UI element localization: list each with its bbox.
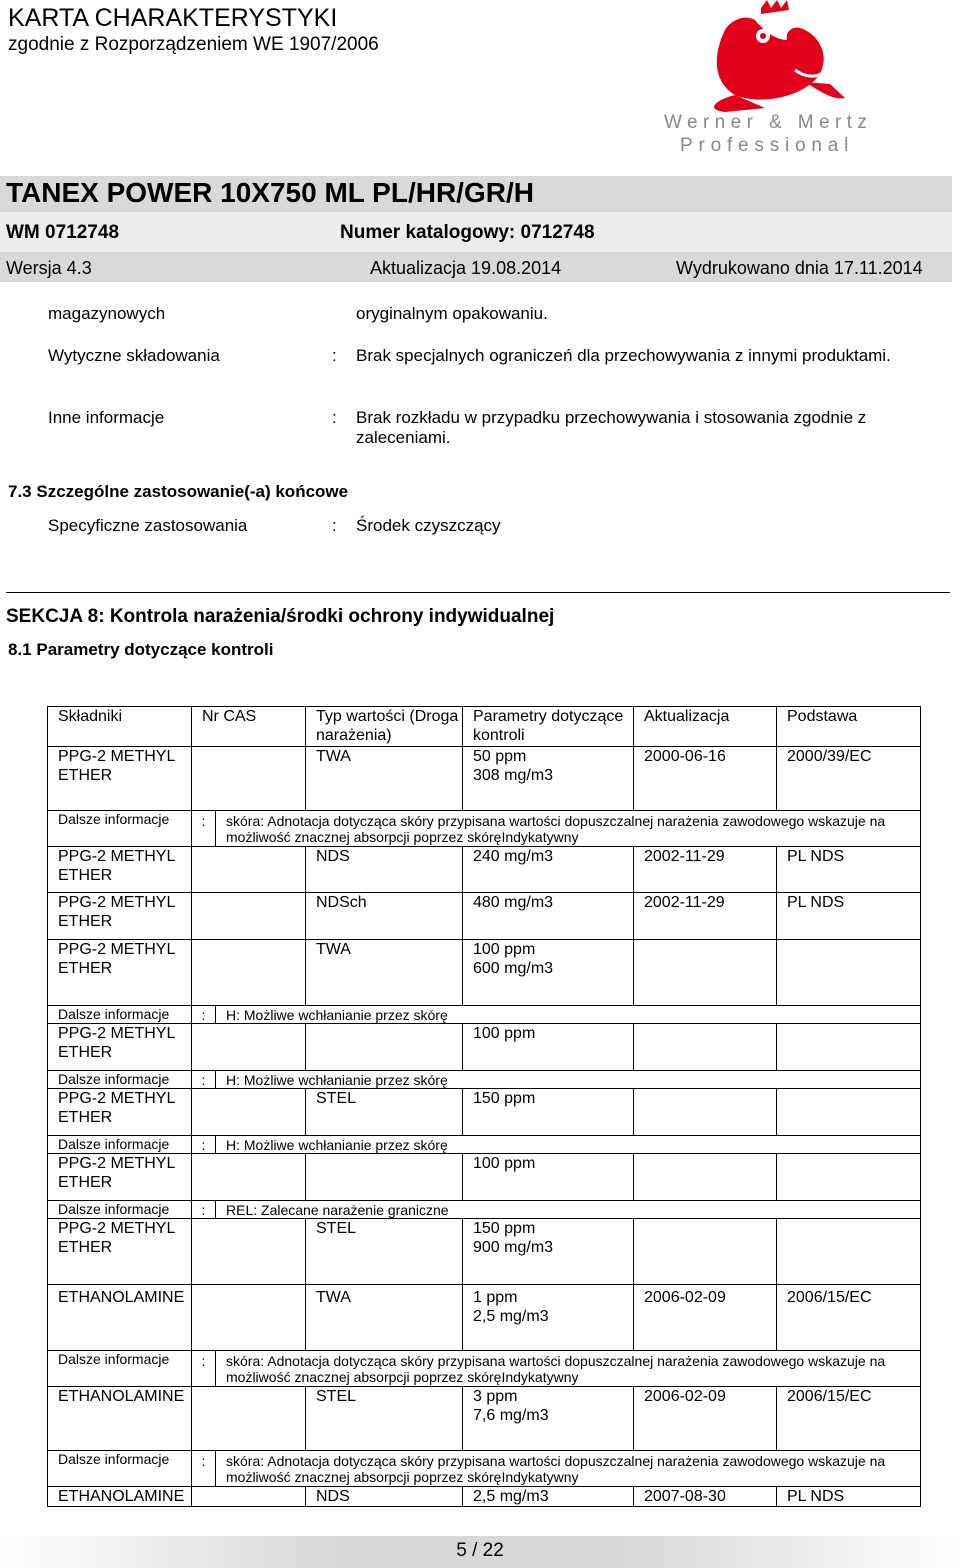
info-note: skóra: Adnotacja dotycząca skóry przypisana wartości dopuszczalnej narażenia zawodowego wskazuje na możliwość znacznej absorpcji poprzez skóręIndykatywny [226,813,886,845]
other-info-value: Brak rozkładu w przypadku przechowywania i stosowania zgodnie z zaleceniami. [356,408,867,447]
param-cell: 100 ppm 600 mg/m3 [463,940,634,1006]
info-colon: : [192,1136,216,1153]
storage-label-cont: magazynowych [48,304,166,323]
info-colon: : [192,1201,216,1218]
info-note: H: Możliwe wchłanianie przez skórę [226,1007,448,1023]
substance-cell: ETHANOLAMINE [48,1387,192,1451]
info-label: Dalsze informacje [48,1071,192,1089]
basis-cell: 2006/15/EC [777,1285,921,1351]
info-label: Dalsze informacje [48,811,192,847]
info-label: Dalsze informacje [48,1451,192,1487]
basis-cell [777,1089,921,1136]
substance-cell: PPG-2 METHYL ETHER [48,1089,192,1136]
basis-cell [777,1024,921,1071]
cas-cell [192,1285,306,1351]
info-note: REL: Zalecane narażenie graniczne [226,1202,449,1218]
type-cell [306,1024,463,1071]
type-cell: STEL [306,1387,463,1451]
other-info-colon: : [332,408,337,427]
document-subtitle: zgodnie z Rozporządzeniem WE 1907/2006 [8,34,379,55]
param-cell: 100 ppm [463,1024,634,1071]
type-cell: TWA [306,940,463,1006]
header-update: Aktualizacja [634,707,777,747]
table-row [48,1154,921,1201]
header-cas: Nr CAS [192,707,306,747]
date-cell: 2002-11-29 [634,893,777,940]
cas-cell [192,1219,306,1285]
table-row [48,893,921,940]
type-cell: STEL [306,1089,463,1136]
substance-cell: PPG-2 METHYL ETHER [48,747,192,811]
type-cell: TWA [306,747,463,811]
section-8-title: SEKCJA 8: Kontrola narażenia/środki ochrony indywidualnej [6,606,555,627]
info-colon: : [192,1451,216,1486]
cas-cell [192,1024,306,1071]
type-cell: NDSch [306,893,463,940]
date-cell: 2006-02-09 [634,1285,777,1351]
document-title: KARTA CHARAKTERYSTYKI [8,4,338,32]
param-cell: 150 ppm [463,1089,634,1136]
substance-cell: PPG-2 METHYL ETHER [48,1219,192,1285]
update-date: Aktualizacja 19.08.2014 [370,258,562,278]
header-basis: Podstawa [777,707,921,747]
type-cell: NDS [306,1487,463,1507]
wm-number: WM 0712748 [6,222,120,243]
basis-cell: PL NDS [777,893,921,940]
info-row [48,1136,921,1154]
table-row [48,1285,921,1351]
cas-cell [192,747,306,811]
info-row [48,1006,921,1024]
info-colon: : [192,1351,216,1386]
subsection-8-1-title: 8.1 Parametry dotyczące kontroli [8,640,274,659]
cas-cell [192,847,306,893]
type-cell [306,1154,463,1201]
info-note: skóra: Adnotacja dotycząca skóry przypisana wartości dopuszczalnej narażenia zawodowego wskazuje na możliwość znacznej absorpcji poprzez skóręIndykatywny [226,1353,886,1385]
cas-cell [192,1387,306,1451]
info-row [48,1351,921,1387]
basis-cell: PL NDS [777,847,921,893]
storage-guidelines-value: Brak specjalnych ograniczeń dla przechowywania z innymi produktami. [356,346,891,365]
date-cell [634,1024,777,1071]
subsection-7-3-title: 7.3 Szczególne zastosowanie(-a) końcowe [8,482,349,501]
substance-cell: PPG-2 METHYL ETHER [48,847,192,893]
basis-cell: 2000/39/EC [777,747,921,811]
table-header-row [48,707,921,747]
specific-use-value: Środek czyszczący [356,516,501,535]
date-cell: 2000-06-16 [634,747,777,811]
param-cell: 480 mg/m3 [463,893,634,940]
table-row [48,847,921,893]
param-cell: 50 ppm 308 mg/m3 [463,747,634,811]
table-row [48,1089,921,1136]
date-cell: 2002-11-29 [634,847,777,893]
table-row [48,1387,921,1451]
info-label: Dalsze informacje [48,1136,192,1154]
date-cell [634,940,777,1006]
date-cell: 2006-02-09 [634,1387,777,1451]
param-cell: 2,5 mg/m3 [463,1487,634,1507]
table-row [48,1487,921,1507]
header-value-type: Typ wartości (Droga narażenia) [306,707,463,747]
print-date: Wydrukowano dnia 17.11.2014 [676,258,923,278]
info-colon: : [192,811,216,846]
logo-brand-line: Professional [680,135,855,156]
basis-cell: 2006/15/EC [777,1387,921,1451]
cas-cell [192,1487,306,1507]
substance-cell: PPG-2 METHYL ETHER [48,940,192,1006]
table-row [48,1024,921,1071]
basis-cell [777,1154,921,1201]
type-cell: TWA [306,1285,463,1351]
type-cell: NDS [306,847,463,893]
info-row [48,1071,921,1089]
cas-cell [192,940,306,1006]
page-number: 5 / 22 [456,1540,504,1561]
substance-cell: ETHANOLAMINE [48,1285,192,1351]
param-cell: 1 ppm 2,5 mg/m3 [463,1285,634,1351]
substance-cell: PPG-2 METHYL ETHER [48,1154,192,1201]
date-cell [634,1154,777,1201]
info-note: H: Możliwe wchłanianie przez skórę [226,1137,448,1153]
other-info-label: Inne informacje [48,408,165,427]
header-substance: Składniki [48,707,192,747]
info-label: Dalsze informacje [48,1006,192,1024]
product-name: TANEX POWER 10X750 ML PL/HR/GR/H [6,177,534,208]
cas-cell [192,1154,306,1201]
basis-cell: PL NDS [777,1487,921,1507]
info-label: Dalsze informacje [48,1201,192,1219]
logo-brand-name: Werner & Mertz [664,112,873,133]
basis-cell [777,940,921,1006]
cas-cell [192,893,306,940]
basis-cell [777,1219,921,1285]
table-row [48,747,921,811]
section-divider [6,592,950,593]
date-cell [634,1219,777,1285]
param-cell: 100 ppm [463,1154,634,1201]
table-row [48,1219,921,1285]
substance-cell: PPG-2 METHYL ETHER [48,1024,192,1071]
cas-cell [192,1089,306,1136]
substance-cell: ETHANOLAMINE [48,1487,192,1507]
info-note: H: Możliwe wchłanianie przez skórę [226,1072,448,1088]
storage-value-cont: oryginalnym opakowaniu. [356,304,548,323]
param-cell: 3 ppm 7,6 mg/m3 [463,1387,634,1451]
info-colon: : [192,1006,216,1023]
info-row [48,1201,921,1219]
exposure-limits-table [47,706,921,1507]
info-note: skóra: Adnotacja dotycząca skóry przypisana wartości dopuszczalnej narażenia zawodowego wskazuje na możliwość znacznej absorpcji poprzez skóręIndykatywny [226,1453,886,1485]
specific-use-label: Specyficzne zastosowania [48,516,248,535]
version: Wersja 4.3 [6,258,92,278]
info-colon: : [192,1071,216,1088]
substance-cell: PPG-2 METHYL ETHER [48,893,192,940]
date-cell: 2007-08-30 [634,1487,777,1507]
date-cell [634,1089,777,1136]
storage-guidelines-colon: : [332,346,337,365]
param-cell: 240 mg/m3 [463,847,634,893]
catalog-number: Numer katalogowy: 0712748 [340,222,595,243]
type-cell: STEL [306,1219,463,1285]
specific-use-colon: : [332,516,337,535]
header-parameters: Parametry dotyczące kontroli [463,707,634,747]
info-row [48,811,921,847]
info-label: Dalsze informacje [48,1351,192,1387]
param-cell: 150 ppm 900 mg/m3 [463,1219,634,1285]
storage-guidelines-label: Wytyczne składowania [48,346,220,365]
info-row [48,1451,921,1487]
table-row [48,940,921,1006]
